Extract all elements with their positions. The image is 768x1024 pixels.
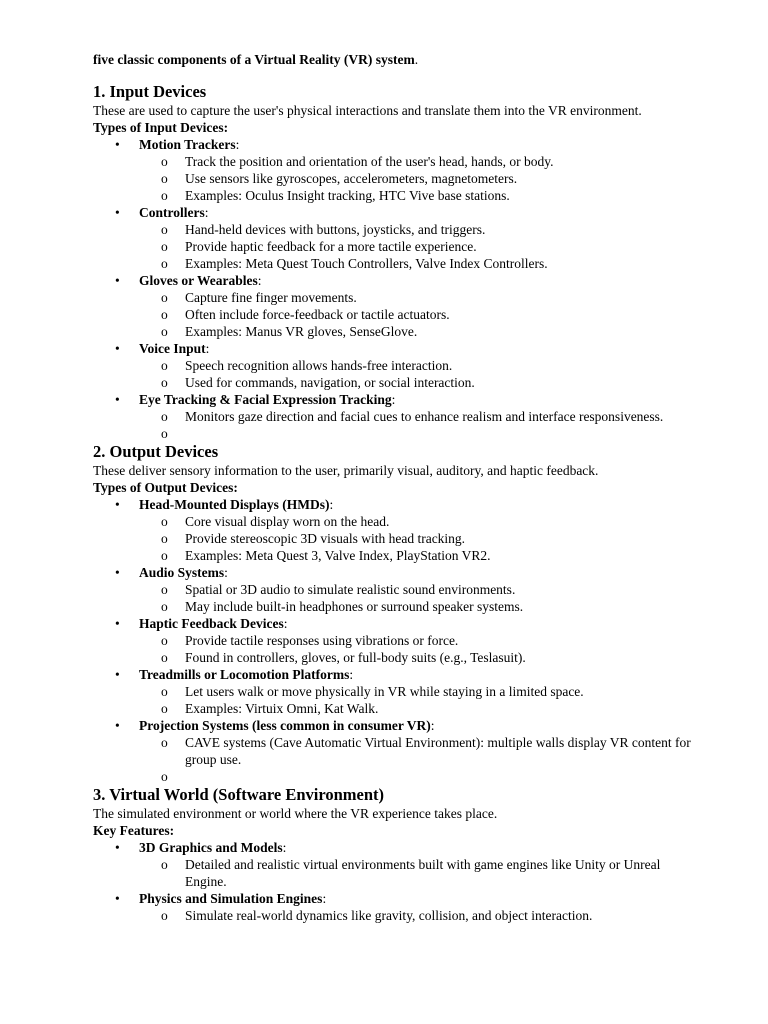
list-item (93, 340, 693, 391)
circle-bullet-icon: o (161, 154, 168, 169)
sub-item-text: Hand-held devices with buttons, joysticks, and triggers. (185, 222, 486, 237)
circle-bullet-icon: o (161, 582, 168, 597)
sub-list (139, 856, 693, 890)
circle-bullet-icon: o (161, 358, 168, 373)
sub-list-item (139, 374, 693, 391)
item-list (93, 496, 693, 785)
sub-list-item (139, 547, 693, 564)
sub-item-text: Use sensors like gyroscopes, accelerometers, magnetometers. (185, 171, 518, 186)
sub-item-text: Spatial or 3D audio to simulate realistic sound environments. (185, 582, 516, 597)
item-title: Haptic Feedback Devices (139, 616, 284, 631)
circle-bullet-icon: o (161, 684, 168, 699)
sub-list-item (139, 153, 693, 170)
item-title: Eye Tracking & Facial Expression Tracking (139, 392, 392, 407)
sub-list-item (139, 357, 693, 374)
circle-bullet-icon: o (161, 769, 168, 784)
sub-item-text: Used for commands, navigation, or social interaction. (185, 375, 475, 390)
sub-list (139, 907, 693, 924)
circle-bullet-icon: o (161, 239, 168, 254)
section-2 (93, 442, 693, 785)
types-label-text: Types of Output Devices: (93, 480, 238, 495)
sub-list-item (139, 306, 693, 323)
circle-bullet-icon: o (161, 409, 168, 424)
sub-list-item (139, 683, 693, 700)
sub-list (139, 734, 693, 785)
sub-list-item (139, 734, 693, 768)
item-title: Physics and Simulation Engines (139, 891, 323, 906)
sub-list-item (139, 255, 693, 272)
item-list (93, 136, 693, 442)
sub-item-text: Monitors gaze direction and facial cues to enhance realism and interface responsiveness. (185, 409, 664, 424)
sub-list-item (139, 425, 693, 442)
sub-item-text: Detailed and realistic virtual environments built with game engines like Unity or Unreal Engine. (185, 857, 661, 889)
item-title: Voice Input (139, 341, 206, 356)
section-description: The simulated environment or world where the VR experience takes place. (93, 806, 498, 821)
circle-bullet-icon: o (161, 857, 168, 872)
item-title-suffix: : (329, 497, 334, 512)
circle-bullet-icon: o (161, 171, 168, 186)
list-item (93, 717, 693, 785)
sub-item-text: Often include force-feedback or tactile actuators. (185, 307, 450, 322)
list-item (93, 615, 693, 666)
types-label (93, 119, 693, 136)
sub-list-item (139, 323, 693, 340)
sub-item-text: Provide stereoscopic 3D visuals with head tracking. (185, 531, 466, 546)
sub-list (139, 357, 693, 391)
sub-list-item (139, 530, 693, 547)
item-title: Gloves or Wearables (139, 273, 258, 288)
section-description: These deliver sensory information to the user, primarily visual, auditory, and haptic feedback. (93, 463, 599, 478)
sub-list-item (139, 649, 693, 666)
sub-list-item (139, 700, 693, 717)
section-heading: 3. Virtual World (Software Environment) (93, 785, 385, 804)
sub-list (139, 513, 693, 564)
sub-list-item (139, 768, 693, 785)
types-label-text: Types of Input Devices (93, 120, 224, 135)
item-title: Controllers (139, 205, 205, 220)
sub-item-text: Speech recognition allows hands-free interaction. (185, 358, 453, 373)
sub-item-text: Capture fine finger movements. (185, 290, 357, 305)
circle-bullet-icon: o (161, 307, 168, 322)
sub-item-text: Examples: Meta Quest Touch Controllers, Valve Index Controllers. (185, 256, 548, 271)
bullet-icon: • (115, 341, 120, 356)
sub-item-text: Provide haptic feedback for a more tactile experience. (185, 239, 477, 254)
item-title-suffix: : (204, 205, 209, 220)
sub-item-text: CAVE systems (Cave Automatic Virtual Environment): multiple walls display VR content for group use. (185, 735, 691, 767)
item-title-suffix: : (282, 840, 287, 855)
circle-bullet-icon: o (161, 650, 168, 665)
bullet-icon: • (115, 565, 120, 580)
item-title-suffix: : (224, 565, 228, 580)
sub-list-item (139, 581, 693, 598)
types-label-text: Key Features: (93, 823, 175, 838)
sub-item-text: Core visual display worn on the head. (185, 514, 390, 529)
bullet-icon: • (115, 840, 120, 855)
section-heading: 1. Input Devices (93, 82, 207, 101)
item-title: Head-Mounted Displays (HMDs) (139, 497, 330, 512)
circle-bullet-icon: o (161, 735, 168, 750)
sub-list-item (139, 907, 693, 924)
bullet-icon: • (115, 718, 120, 733)
list-item (93, 839, 693, 890)
circle-bullet-icon: o (161, 290, 168, 305)
item-title-suffix: : (283, 616, 288, 631)
sub-list (139, 581, 693, 615)
bullet-icon: • (115, 137, 120, 152)
section-description: These are used to capture the user's physical interactions and translate them into the VR environment. (93, 103, 642, 118)
types-label (93, 822, 693, 839)
sub-list-item (139, 408, 693, 425)
sub-item-text: Simulate real-world dynamics like gravity, collision, and object interaction. (185, 908, 593, 923)
sub-list (139, 683, 693, 717)
sub-list-item (139, 238, 693, 255)
list-item (93, 564, 693, 615)
section-1 (93, 82, 693, 442)
sub-item-text: Examples: Virtuix Omni, Kat Walk. (185, 701, 379, 716)
sub-list-item (139, 170, 693, 187)
circle-bullet-icon: o (161, 633, 168, 648)
bullet-icon: • (115, 205, 120, 220)
bullet-icon: • (115, 273, 120, 288)
sub-list-item (139, 289, 693, 306)
sub-item-text: Provide tactile responses using vibrations or force. (185, 633, 459, 648)
item-title-suffix: : (391, 392, 396, 407)
sub-list-item (139, 856, 693, 890)
item-title: Projection Systems (less common in consumer VR) (139, 718, 431, 733)
sub-list (139, 221, 693, 272)
circle-bullet-icon: o (161, 188, 168, 203)
sub-list-item (139, 632, 693, 649)
sub-list (139, 632, 693, 666)
list-item (93, 136, 693, 204)
list-item (93, 496, 693, 564)
item-title-suffix: : (322, 891, 327, 906)
sub-item-text (185, 769, 188, 784)
circle-bullet-icon: o (161, 324, 168, 339)
sub-item-text: Let users walk or move physically in VR while staying in a limited space. (185, 684, 584, 699)
list-item (93, 666, 693, 717)
sub-list (139, 408, 693, 442)
sub-item-text (185, 426, 188, 441)
circle-bullet-icon: o (161, 375, 168, 390)
bullet-icon: • (115, 497, 120, 512)
sub-item-text: Examples: Manus VR gloves, SenseGlove. (185, 324, 418, 339)
circle-bullet-icon: o (161, 426, 168, 441)
list-item (93, 204, 693, 272)
bullet-icon: • (115, 667, 120, 682)
item-title-suffix: : (235, 137, 240, 152)
sub-list-item (139, 513, 693, 530)
bullet-icon: • (115, 891, 120, 906)
sub-item-text: May include built-in headphones or surround speaker systems. (185, 599, 524, 614)
intro-period: . (414, 52, 419, 67)
sub-list (139, 153, 693, 204)
section-heading: 2. Output Devices (93, 442, 219, 461)
circle-bullet-icon: o (161, 531, 168, 546)
item-title-suffix: : (349, 667, 354, 682)
circle-bullet-icon: o (161, 599, 168, 614)
sub-item-text: Found in controllers, gloves, or full-body suits (e.g., Teslasuit). (185, 650, 526, 665)
sub-list (139, 289, 693, 340)
circle-bullet-icon: o (161, 908, 168, 923)
intro-text: five classic components of a Virtual Reality (VR) system (93, 52, 415, 67)
item-title: Treadmills or Locomotion Platforms (139, 667, 350, 682)
item-title: 3D Graphics and Models (139, 840, 283, 855)
item-title: Audio Systems (139, 565, 225, 580)
sub-list-item (139, 221, 693, 238)
types-label (93, 479, 693, 496)
document-page (93, 50, 693, 924)
bullet-icon: • (115, 392, 120, 407)
sub-item-text: Examples: Meta Quest 3, Valve Index, PlayStation VR2. (185, 548, 491, 563)
sub-item-text: Track the position and orientation of the user's head, hands, or body. (185, 154, 554, 169)
circle-bullet-icon: o (161, 514, 168, 529)
item-title-suffix: : (205, 341, 210, 356)
item-list (93, 839, 693, 924)
circle-bullet-icon: o (161, 701, 168, 716)
types-label-suffix: : (223, 120, 229, 135)
item-title: Motion Trackers (139, 137, 236, 152)
item-title-suffix: : (430, 718, 435, 733)
sub-item-text: Examples: Oculus Insight tracking, HTC Vive base stations. (185, 188, 510, 203)
sub-list-item (139, 598, 693, 615)
section-3 (93, 785, 693, 924)
bullet-icon: • (115, 616, 120, 631)
circle-bullet-icon: o (161, 222, 168, 237)
sections-container (93, 82, 693, 924)
circle-bullet-icon: o (161, 548, 168, 563)
item-title-suffix: : (257, 273, 262, 288)
list-item (93, 890, 693, 924)
circle-bullet-icon: o (161, 256, 168, 271)
sub-list-item (139, 187, 693, 204)
list-item (93, 272, 693, 340)
list-item (93, 391, 693, 442)
intro-line (93, 50, 693, 70)
